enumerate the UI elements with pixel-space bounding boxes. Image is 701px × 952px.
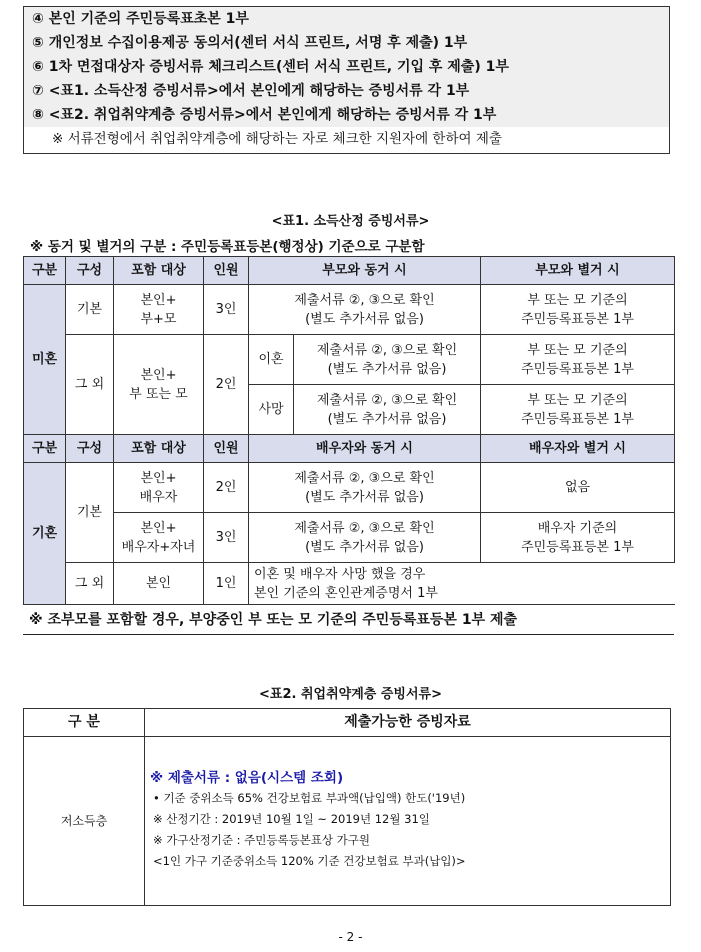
cohab-cell — [249, 285, 481, 335]
table-header-row — [24, 709, 671, 737]
evidence-cell — [145, 737, 671, 906]
target-cell — [114, 285, 204, 335]
table-header-row — [24, 257, 675, 285]
table-header-row — [24, 435, 675, 463]
target-cell — [114, 335, 204, 435]
table-row — [24, 563, 675, 605]
count-cell: 3인 — [204, 513, 249, 563]
header-cell: 구분 — [24, 435, 66, 463]
header-cell: 배우자와 별거 시 — [481, 435, 675, 463]
header-cell: 구 분 — [24, 709, 145, 737]
note-cell — [249, 563, 675, 605]
cohab-line: (별도 추가서류 없음) — [305, 539, 424, 555]
checklist-item: ⑧ <표2. 취업취약계층 증빙서류>에서 본인에게 해당하는 증빙서류 각 1부 — [32, 107, 497, 123]
count-cell: 1인 — [204, 563, 249, 605]
cohab-cell — [294, 385, 481, 435]
header-cell: 인원 — [204, 257, 249, 285]
target-cell: 본인 — [114, 563, 204, 605]
cohab-line: 제출서류 ②, ③으로 확인 — [316, 342, 458, 358]
cohab-line: (별도 추가서류 없음) — [305, 311, 424, 327]
header-cell: 제출가능한 증빙자료 — [145, 709, 671, 737]
target-line: 본인+ — [140, 292, 177, 308]
note-line: 본인 기준의 혼인관계증명서 1부 — [254, 585, 438, 601]
target-cell — [114, 513, 204, 563]
cohab-line: (별도 추가서류 없음) — [327, 411, 447, 427]
cohab-line: 제출서류 ②, ③으로 확인 — [294, 470, 435, 486]
table2-caption: <표2. 취업취약계층 증빙서류> — [259, 687, 442, 702]
target-line: 본인+ — [140, 520, 177, 536]
income-table — [23, 256, 675, 605]
header-cell: 부모와 별거 시 — [481, 257, 675, 285]
group-label: 미혼 — [24, 285, 66, 435]
table-row — [24, 285, 675, 335]
count-cell: 2인 — [204, 463, 249, 513]
header-cell: 구성 — [66, 257, 114, 285]
cohab-line: (별도 추가서류 없음) — [327, 361, 447, 377]
header-cell: 부모와 동거 시 — [249, 257, 481, 285]
cohab-line: 제출서류 ②, ③으로 확인 — [316, 392, 458, 408]
table-row — [24, 737, 671, 906]
sep-line: 배우자 기준의 — [537, 520, 618, 536]
sep-cell: 없음 — [481, 463, 675, 513]
header-cell: 인원 — [204, 435, 249, 463]
header-cell: 포함 대상 — [114, 435, 204, 463]
vulnerable-table — [23, 708, 671, 906]
comp-cell: 그 외 — [66, 335, 114, 435]
sep-line: 부 또는 모 기준의 — [527, 342, 628, 358]
count-cell: 2인 — [204, 335, 249, 435]
sep-cell — [481, 385, 675, 435]
sub-label: 사망 — [249, 385, 294, 435]
cohab-cell — [249, 463, 481, 513]
checklist-item: ⑦ <표1. 소득산정 증빙서류>에서 본인에게 해당하는 증빙서류 각 1부 — [32, 83, 470, 99]
comp-cell: 기본 — [66, 285, 114, 335]
evidence-line: ※ 가구산정기준 : 주민등록등본표상 가구원 — [153, 833, 370, 847]
header-cell: 배우자와 동거 시 — [249, 435, 481, 463]
table-row — [24, 513, 675, 563]
cohab-line: (별도 추가서류 없음) — [305, 489, 424, 505]
table-row — [24, 463, 675, 513]
target-line: 부+모 — [140, 311, 177, 327]
group-label: 기혼 — [24, 463, 66, 605]
evidence-line: <1인 가구 기준중위소득 120% 기준 건강보험료 부과(납입)> — [153, 854, 466, 868]
evidence-line: • 기준 중위소득 65% 건강보험료 부과액(납입액) 한도('19년) — [153, 791, 466, 805]
sep-cell — [481, 513, 675, 563]
note-line: 이혼 및 배우자 사망 했을 경우 — [254, 566, 426, 582]
target-line: 배우자+자녀 — [121, 539, 196, 555]
checklist-box — [23, 6, 670, 154]
table1-caption: <표1. 소득산정 증빙서류> — [271, 214, 430, 229]
sep-line: 주민등록표등본 1부 — [521, 411, 634, 427]
checklist-item: ⑤ 개인정보 수집이용제공 동의서(센터 서식 프린트, 서명 후 제출) 1부 — [32, 35, 468, 51]
checklist-shaded — [24, 7, 669, 127]
checklist-item: ⑥ 1차 면접대상자 증빙서류 체크리스트(센터 서식 프린트, 기입 후 제출) 1부 — [32, 59, 509, 75]
checklist-note: ※ 서류전형에서 취업취약계층에 해당하는 자로 체크한 지원자에 한하여 제출 — [52, 131, 502, 147]
target-line: 본인+ — [140, 367, 177, 383]
header-cell: 구성 — [66, 435, 114, 463]
target-line: 배우자 — [139, 489, 178, 505]
cohab-cell — [249, 513, 481, 563]
cohab-cell — [294, 335, 481, 385]
page-number: - 2 - — [338, 930, 363, 944]
table1-subnote: ※ 동거 및 별거의 구분 : 주민등록표등본(행정상) 기준으로 구분함 — [30, 239, 425, 255]
category-cell: 저소득층 — [24, 737, 145, 906]
comp-cell: 그 외 — [66, 563, 114, 605]
target-cell — [114, 463, 204, 513]
sep-cell — [481, 335, 675, 385]
sep-line: 주민등록표등본 1부 — [521, 361, 634, 377]
count-cell: 3인 — [204, 285, 249, 335]
sep-line: 부 또는 모 기준의 — [527, 392, 628, 408]
table-row — [24, 335, 675, 385]
sep-line: 주민등록표등본 1부 — [521, 539, 634, 555]
header-cell: 구분 — [24, 257, 66, 285]
header-cell: 포함 대상 — [114, 257, 204, 285]
sub-label: 이혼 — [249, 335, 294, 385]
evidence-title: ※ 제출서류 : 없음(시스템 조회) — [150, 770, 344, 786]
sep-line: 주민등록표등본 1부 — [521, 311, 634, 327]
evidence-line: ※ 산정기간 : 2019년 10월 1일 ~ 2019년 12월 31일 — [153, 812, 430, 826]
sep-cell — [481, 285, 675, 335]
cohab-line: 제출서류 ②, ③으로 확인 — [294, 292, 435, 308]
target-line: 부 또는 모 — [129, 386, 188, 402]
comp-cell: 기본 — [66, 463, 114, 563]
cohab-line: 제출서류 ②, ③으로 확인 — [294, 520, 435, 536]
sep-line: 부 또는 모 기준의 — [527, 292, 628, 308]
target-line: 본인+ — [140, 470, 177, 486]
table1-footnote: ※ 조부모를 포함할 경우, 부양중인 부 또는 모 기준의 주민등록표등본 1부 제출 — [23, 607, 674, 635]
checklist-item: ④ 본인 기준의 주민등록표초본 1부 — [32, 11, 249, 27]
